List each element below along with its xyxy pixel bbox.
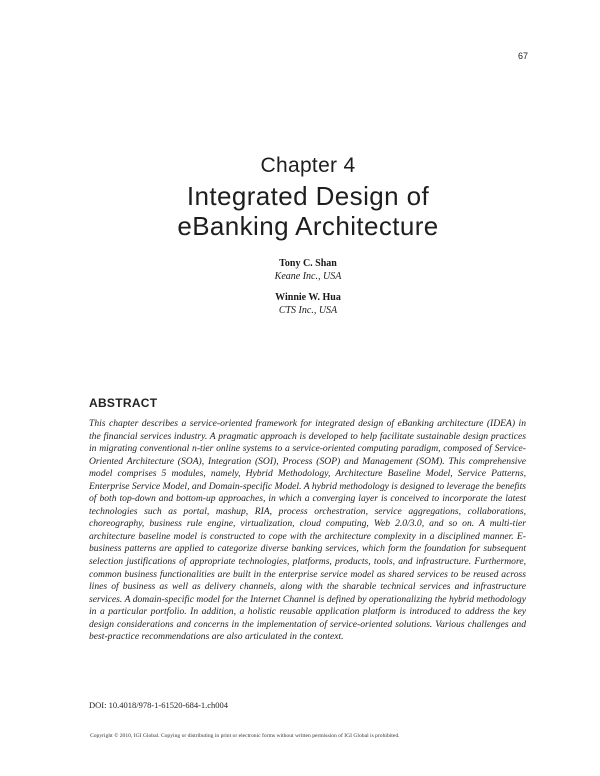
page-number: 67 [517, 51, 528, 61]
chapter-title-line-2: eBanking Architecture [177, 211, 439, 241]
author-name: Winnie W. Hua [275, 292, 341, 303]
chapter-label: Chapter 4 [260, 154, 356, 177]
chapter-title [0, 181, 600, 241]
abstract-text: This chapter describes a service-oriented framework for integrated design of eBanking architecture (IDEA) in the financial services industry. A pragmatic approach is developed to help facilitate sustainable design practices in migrating conventional n-tier online systems to a service-oriented computing paradigm, composed of Service-Oriented Architecture (SOA), Integration (SOI), Process (SOP) and Management (SOM). This comprehensive model comprises 5 modules, namely, Hybrid Methodology, Architecture Baseline Model, Service Patterns, Enterprise Service Model, and Domain-specific Model. A hybrid methodology is designed to leverage the benefits of both top-down and bottom-up approaches, in which a converging layer is conceived to incorporate the latest technologies such as portal, mashup, RIA, process orchestration, service aggregations, collaborations, choreography, business rule engine, virtualization, cloud computing, Web 2.0/3.0, and so on. A multi-tier architecture baseline model is constructed to cope with the architecture complexity in a disciplined manner. E-business patterns are applied to categorize diverse banking services, which form the foundation for subsequent selection justifications of appropriate technologies, platforms, products, tools, and infrastructure. Furthermore, common business functionalities are built in the enterprise service model as shared services to be reused across lines of business as well as delivery channels, along with the sharable technical services and infrastructure services. A domain-specific model for the Internet Channel is defined by operationalizing the hybrid methodology in a particular portfolio. In addition, a holistic reusable application platform is introduced to address the key design considerations and concerns in the implementation of service-oriented solutions. Various challenges and best-practice recommendations are also articulated in the context. [89, 418, 526, 643]
author-block [0, 291, 600, 317]
abstract-heading: ABSTRACT [89, 396, 158, 410]
chapter-title-line-1: Integrated Design of [186, 181, 430, 211]
copyright-notice: Copyright © 2010, IGI Global. Copying or distributing in print or electronic forms without written permission of IGI Global is prohibited. [90, 733, 400, 739]
author-affiliation: CTS Inc., USA [278, 305, 338, 316]
doi: DOI: 10.4018/978-1-61520-684-1.ch004 [89, 700, 229, 710]
author-block [0, 257, 600, 283]
author-affiliation: Keane Inc., USA [274, 271, 342, 282]
author-name: Tony C. Shan [279, 258, 337, 269]
